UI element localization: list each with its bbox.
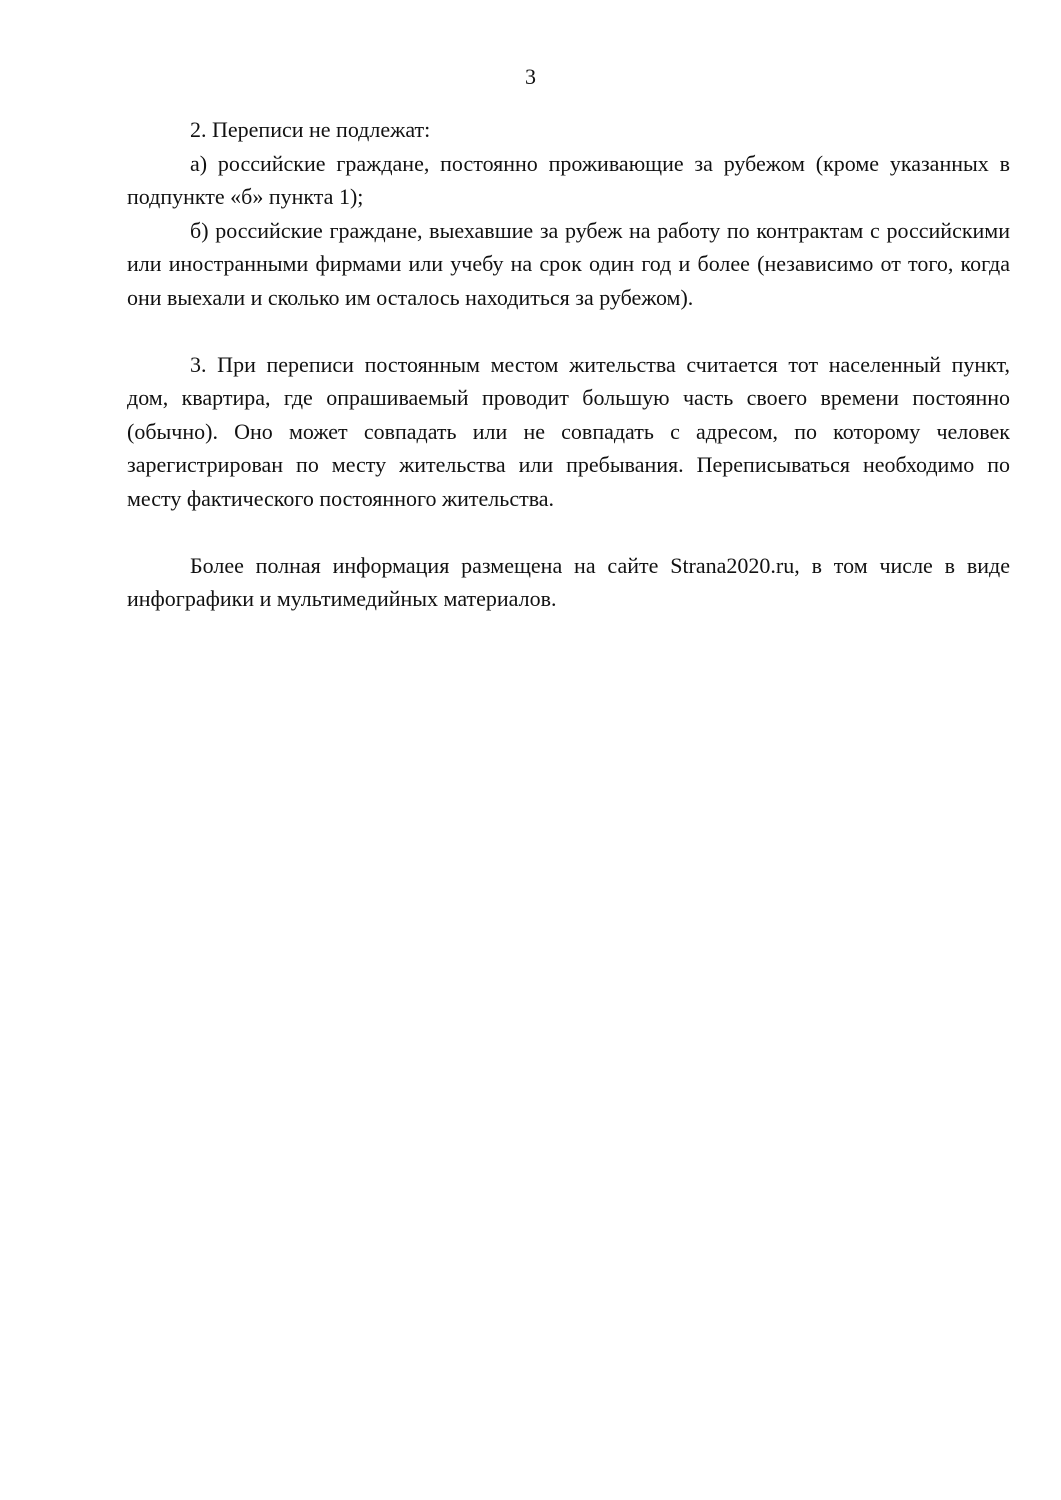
paragraph-section-3: 3. При переписи постоянным местом жительства считается тот населенный пункт, дом, квартира, где опрашиваемый проводит большую часть своего времени постоянно (обычно). Оно может совпадать или не совпадать с адресом, по которому человек зарегистрирован по месту жительства или пребывания. Переписываться необходимо по месту фактического постоянного жительства. (127, 351, 1010, 511)
paragraph-more-info: Более полная информация размещена на сайте Strana2020.ru, в том числе в виде инфографики и мультимедийных материалов. (127, 552, 1010, 611)
document-body (127, 113, 1010, 616)
paragraph-section-2-heading: 2. Переписи не подлежат: (190, 117, 431, 142)
page-number: 3 (525, 64, 536, 89)
paragraph-item-a: а) российские граждане, постоянно проживающие за рубежом (кроме указанных в подпункте «б» пункта 1); (127, 150, 1010, 209)
paragraph-item-b: б) российские граждане, выехавшие за рубеж на работу по контрактам с российскими или иностранными фирмами или учебу на срок один год и более (независимо от того, когда они выехали и сколько им осталось находиться за рубежом). (127, 217, 1010, 310)
